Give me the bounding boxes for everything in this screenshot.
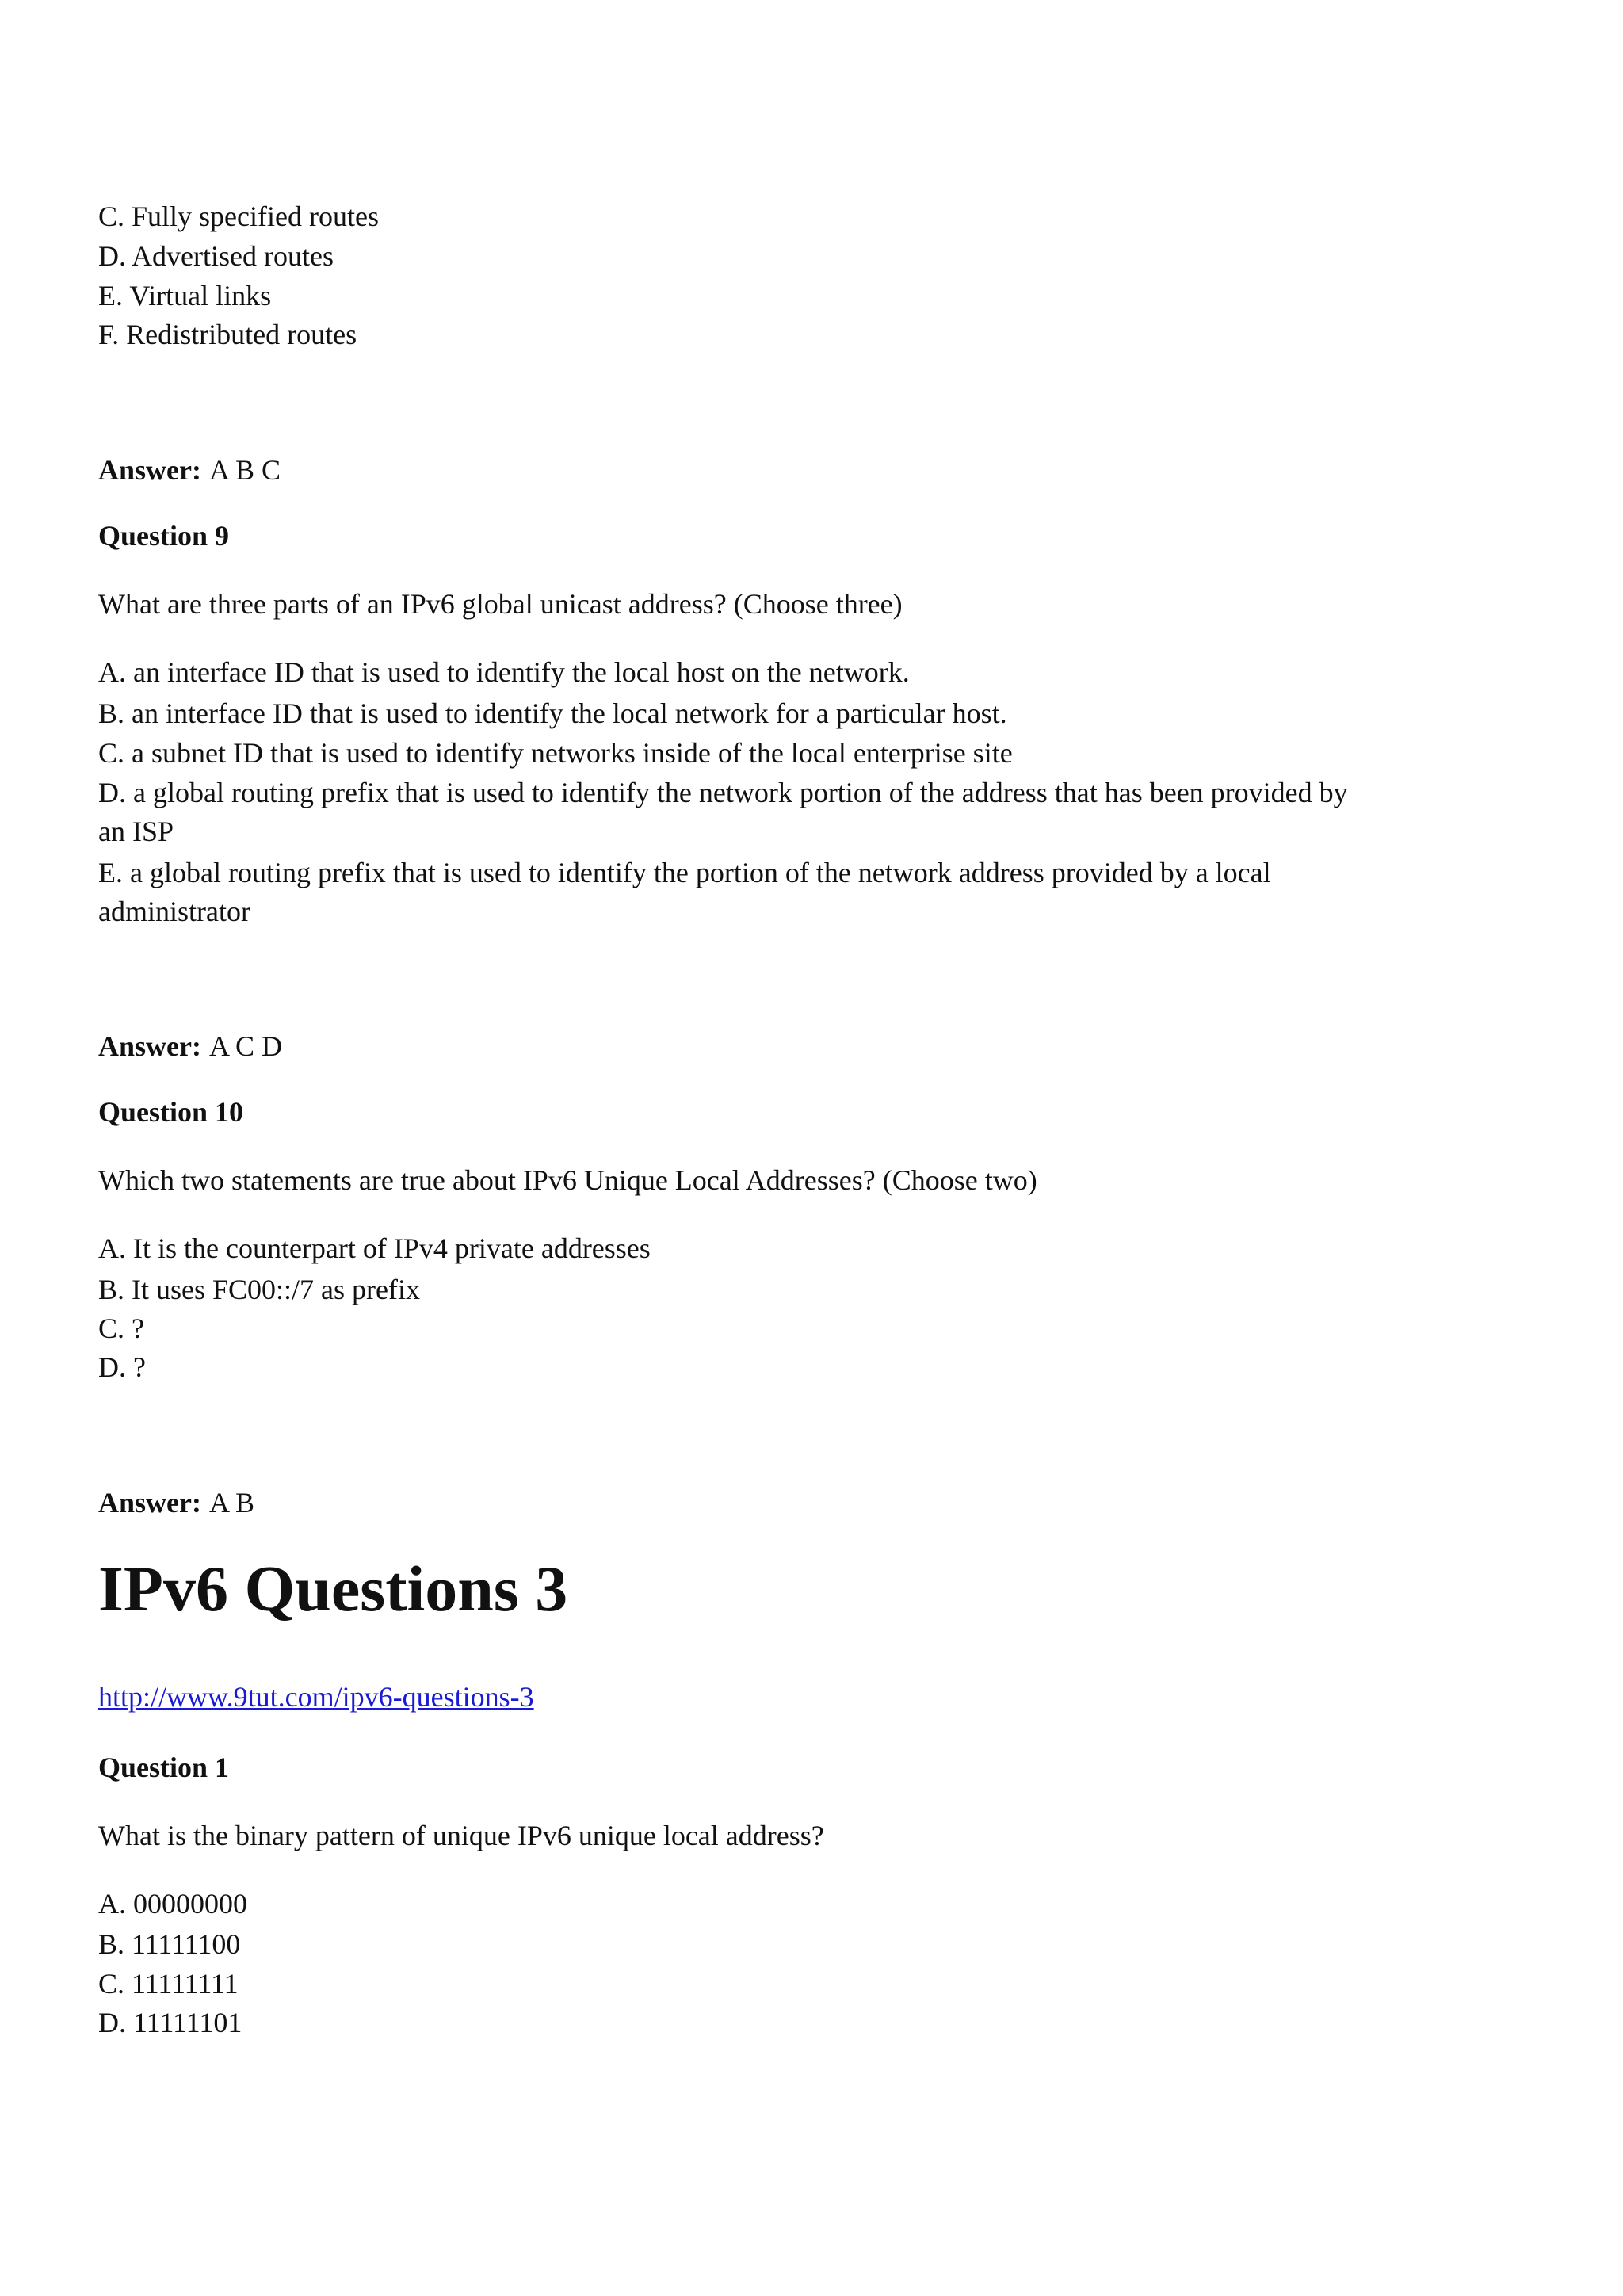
answer-value: A B	[208, 1487, 255, 1519]
option-a: A. 00000000	[98, 1888, 247, 1920]
option-f: F. Redistributed routes	[98, 319, 357, 350]
question-title: Question 10	[98, 1096, 244, 1128]
section-heading: IPv6 Questions 3	[98, 1553, 568, 1625]
answer-label: Answer:	[98, 454, 201, 486]
question-text: What are three parts of an IPv6 global unicast address? (Choose three)	[98, 588, 903, 620]
question-text: Which two statements are true about IPv6 Unique Local Addresses? (Choose two)	[98, 1164, 1037, 1196]
option-c: C. ?	[98, 1312, 144, 1344]
option-e: E. a global routing prefix that is used to identify the portion of the network address provided by a local	[98, 857, 1271, 888]
option-b: B. an interface ID that is used to identify the local network for a particular host.	[98, 697, 1007, 729]
source-link-line	[98, 1677, 534, 1717]
answer-line	[98, 450, 281, 490]
option-d-continued: an ISP	[98, 816, 174, 847]
source-link[interactable]: http://www.9tut.com/ipv6-questions-3	[98, 1681, 534, 1713]
answer-label: Answer:	[98, 1487, 201, 1519]
option-d: D. a global routing prefix that is used to identify the network portion of the address that has been provided by	[98, 777, 1348, 808]
answer-label: Answer:	[98, 1030, 201, 1062]
answer-line	[98, 1483, 254, 1522]
option-d: D. Advertised routes	[98, 240, 334, 272]
option-a: A. It is the counterpart of IPv4 private addresses	[98, 1232, 651, 1264]
option-b: B. It uses FC00::/7 as prefix	[98, 1274, 420, 1305]
question-title: Question 9	[98, 520, 230, 552]
option-b: B. 11111100	[98, 1928, 241, 1960]
option-d: D. 11111101	[98, 2007, 242, 2038]
answer-line	[98, 1026, 282, 1066]
option-c: C. 11111111	[98, 1968, 239, 2000]
option-e-continued: administrator	[98, 896, 250, 927]
question-text: What is the binary pattern of unique IPv6 unique local address?	[98, 1820, 824, 1851]
option-d: D. ?	[98, 1351, 146, 1383]
option-e: E. Virtual links	[98, 280, 272, 311]
question-title: Question 1	[98, 1752, 230, 1783]
answer-value: A C D	[208, 1030, 283, 1062]
option-c: C. a subnet ID that is used to identify networks inside of the local enterprise site	[98, 737, 1013, 769]
option-c: C. Fully specified routes	[98, 201, 379, 232]
answer-value: A B C	[208, 454, 281, 486]
option-a: A. an interface ID that is used to identify the local host on the network.	[98, 656, 910, 688]
